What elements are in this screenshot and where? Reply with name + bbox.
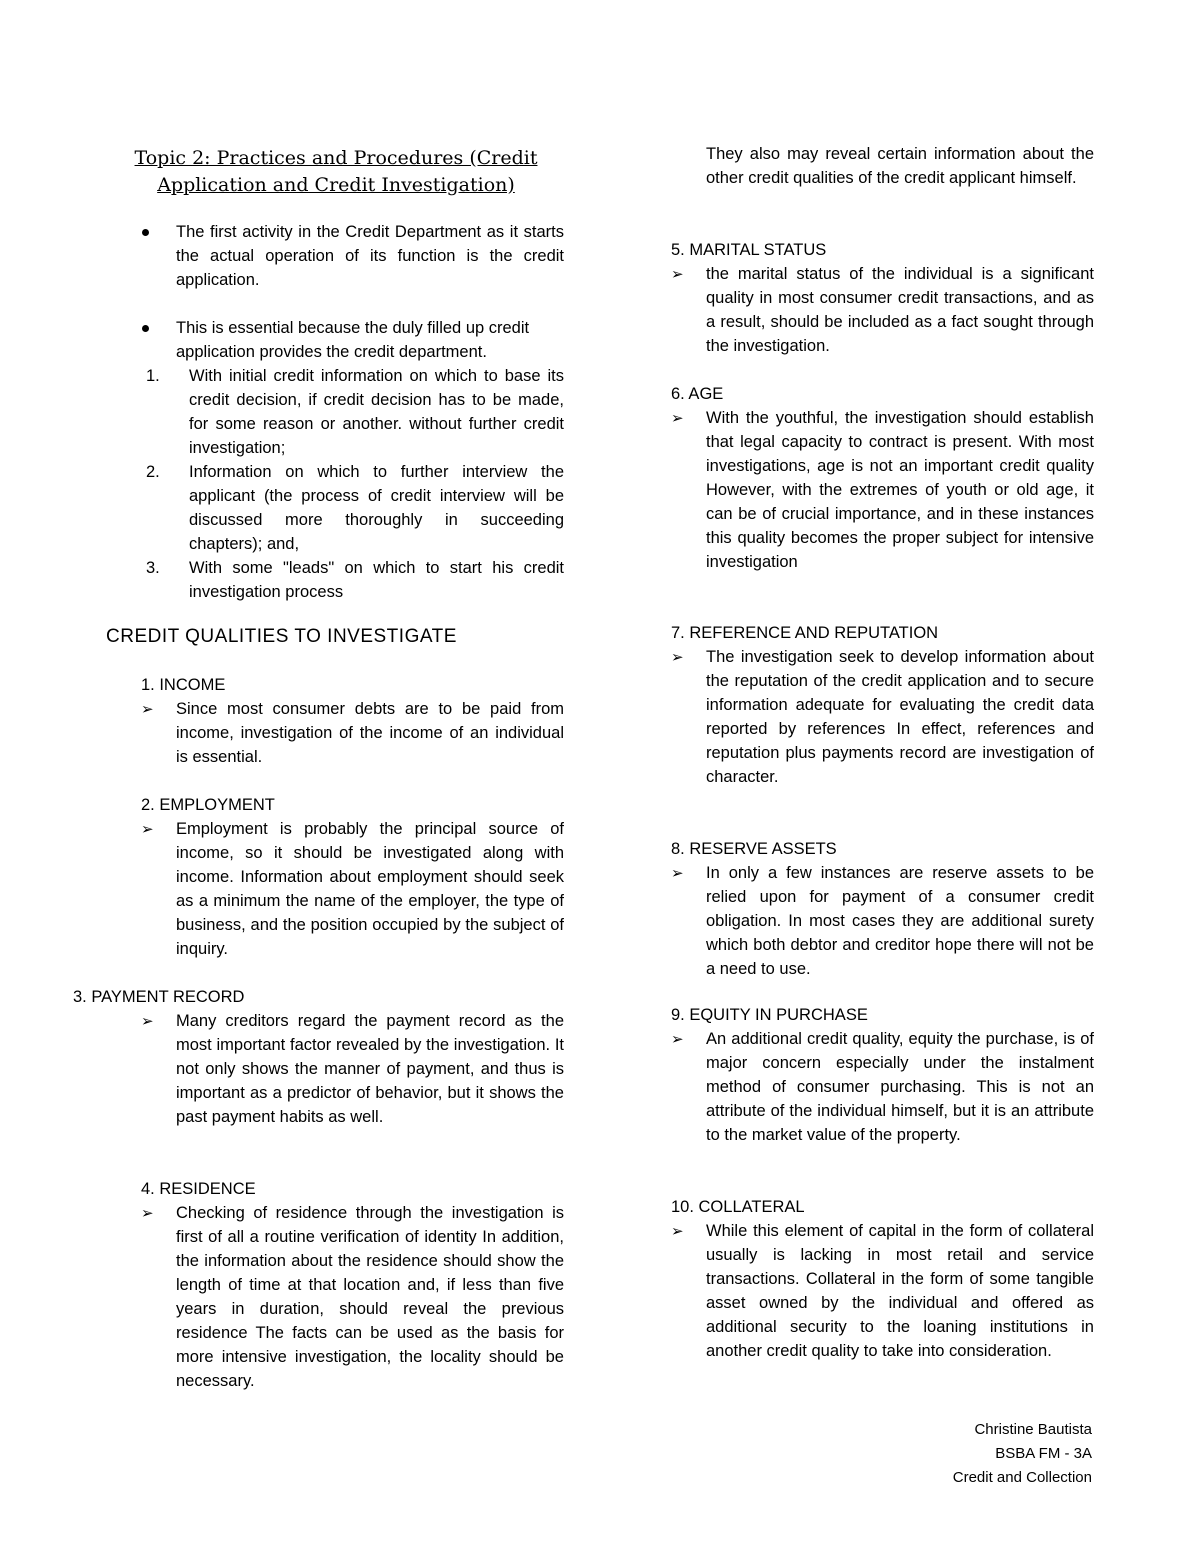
list-item: With some "leads" on which to start his credit investigation process — [189, 559, 564, 601]
quality-text: The investigation seek to develop information about the reputation of the credit application and to secure information adequate for evaluating the credit data reported by references In effect, references and reputation plus payments record are investigation of character. — [706, 648, 1094, 786]
quality-text: Many creditors regard the payment record as the most important factor revealed by the investigation. It not only shows the manner of payment, and thus is important as a predictor of behavior, but it shows the past payment habits as well. — [176, 1012, 564, 1126]
quality-heading: 7. REFERENCE AND REPUTATION — [671, 624, 939, 642]
list-item: With initial credit information on which to base its credit decision, if credit decision has to be made, for some reason or another. without further credit investigation; — [189, 367, 564, 457]
quality-heading: 5. MARITAL STATUS — [671, 241, 827, 259]
quality-text: Since most consumer debts are to be paid from income, investigation of the income of an individual is essential. — [176, 700, 564, 766]
quality-text: the marital status of the individual is a significant quality in most consumer credit transactions, and as a result, should be included as a fact sought through the investigation. — [706, 265, 1094, 355]
arrowhead-bullet-icon: ➢ — [141, 700, 154, 718]
quality-text: Checking of residence through the investigation is first of all a routine verification of identity In addition, the information about the residence should show the length of time at that location and, if less than five years in duration, should reveal the previous residence The facts can be used as the basis for more intensive investigation, the locality should be necessary. — [176, 1204, 564, 1390]
arrowhead-bullet-icon: ➢ — [671, 409, 684, 427]
quality-text: Employment is probably the principal source of income, so it should be investigated along with income. Information about employment should seek as a minimum the name of the employer, the type of business, and the position occupied by the subject of inquiry. — [176, 820, 564, 958]
author-footer — [852, 1418, 1092, 1490]
intro-bullet: The first activity in the Credit Department as it starts the actual operation of its function is the credit application. — [176, 223, 564, 289]
list-number: 1. — [146, 367, 160, 385]
author-subject: Credit and Collection — [952, 1469, 1092, 1486]
quality-heading: 3. PAYMENT RECORD — [73, 988, 245, 1006]
quality-heading: 6. AGE — [671, 385, 724, 403]
quality-text-continued: They also may reveal certain information about the other credit qualities of the credit applicant himself. — [706, 145, 1094, 187]
bullet-dot-icon — [142, 229, 149, 236]
quality-heading: 8. RESERVE ASSETS — [671, 840, 837, 858]
page-title: Topic 2: Practices and Procedures (Credit Application and Credit Investigation) — [134, 147, 538, 196]
quality-text: While this element of capital in the form of collateral usually is lacking in most retail and service transactions. Collateral in the form of some tangible asset owned by the individual and offered as additional security to the loaning institutions in another credit quality to take into consideration. — [706, 1222, 1094, 1360]
list-number: 2. — [146, 463, 160, 481]
quality-heading: 2. EMPLOYMENT — [141, 796, 275, 814]
arrowhead-bullet-icon: ➢ — [671, 1030, 684, 1048]
quality-heading: 10. COLLATERAL — [671, 1198, 805, 1216]
quality-text: An additional credit quality, equity the purchase, is of major concern especially under the instalment method of consumer purchasing. This is not an attribute of the individual himself, but it is an attribute to the market value of the property. — [706, 1030, 1094, 1144]
arrowhead-bullet-icon: ➢ — [671, 648, 684, 666]
bullet-dot-icon — [142, 325, 149, 332]
arrowhead-bullet-icon: ➢ — [671, 1222, 684, 1240]
list-number: 3. — [146, 559, 160, 577]
author-name: Christine Bautista — [974, 1421, 1092, 1438]
author-course: BSBA FM - 3A — [995, 1445, 1092, 1462]
intro-bullet: This is essential because the duly filled up credit application provides the credit department. — [176, 319, 530, 361]
arrowhead-bullet-icon: ➢ — [141, 1204, 154, 1222]
quality-heading: 9. EQUITY IN PURCHASE — [671, 1006, 868, 1024]
section-title: CREDIT QUALITIES TO INVESTIGATE — [106, 626, 457, 647]
arrowhead-bullet-icon: ➢ — [671, 265, 684, 283]
arrowhead-bullet-icon: ➢ — [671, 864, 684, 882]
quality-heading: 4. RESIDENCE — [141, 1180, 256, 1198]
arrowhead-bullet-icon: ➢ — [141, 820, 154, 838]
quality-heading: 1. INCOME — [141, 676, 226, 694]
arrowhead-bullet-icon: ➢ — [141, 1012, 154, 1030]
list-item: Information on which to further interview the applicant (the process of credit interview will be discussed more thoroughly in succeeding chapters); and, — [189, 463, 564, 553]
quality-text: With the youthful, the investigation should establish that legal capacity to contract is present. With most investigations, age is not an important credit quality However, with the extremes of youth or old age, it can be of crucial importance, and in these instances this quality becomes the proper subject for intensive investigation — [706, 409, 1094, 571]
quality-text: In only a few instances are reserve assets to be relied upon for payment of a consumer credit obligation. In most cases they are additional surety which both debtor and creditor hope there will not be a need to use. — [706, 864, 1094, 978]
